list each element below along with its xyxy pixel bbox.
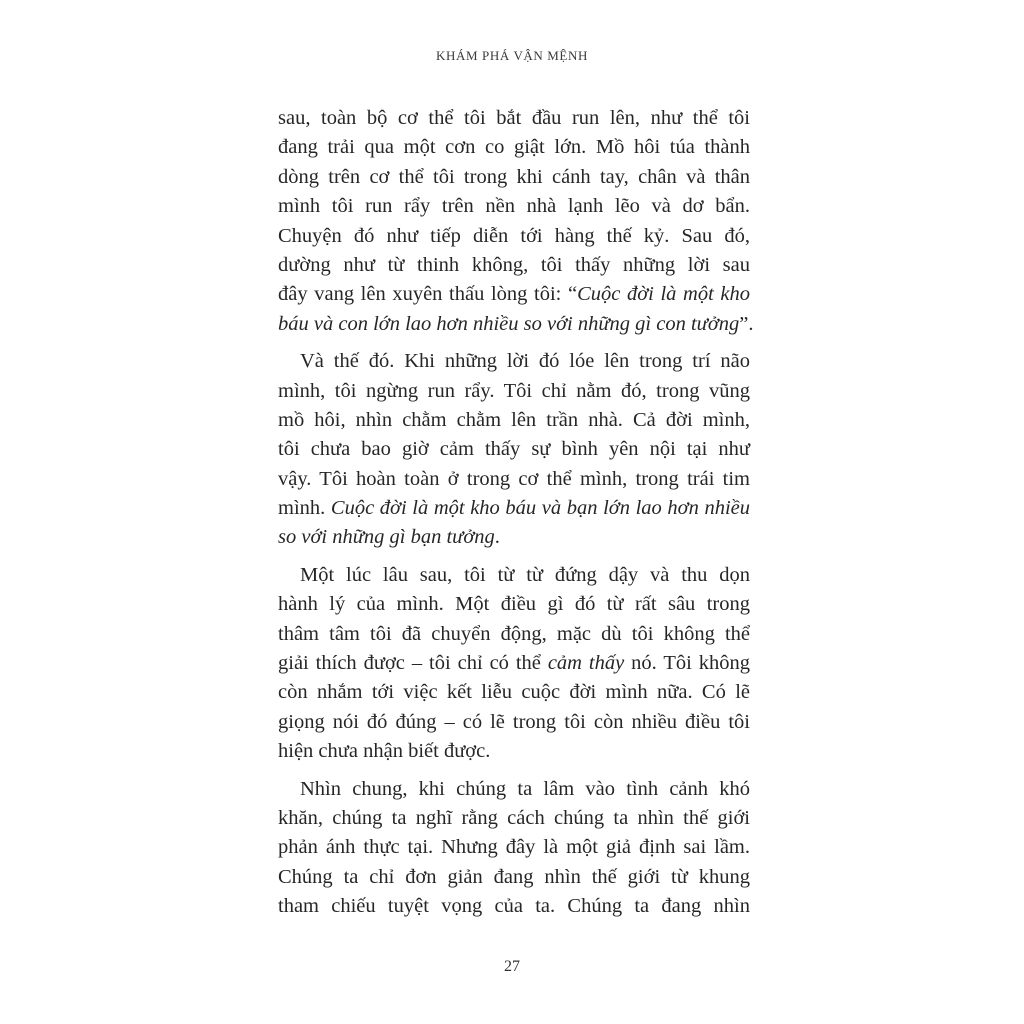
italic-quote: so với những gì bạn tưởng [278, 526, 495, 549]
text-run: Chúng ta chỉ đơn giản đang nhìn thế giới từ khung [278, 865, 750, 888]
paragraph [278, 561, 750, 767]
text-line [278, 523, 750, 552]
text-run: hành lý của mình. Một điều gì đó từ rất sâu trong [278, 593, 750, 616]
text-line [278, 347, 750, 376]
text-line [278, 804, 750, 833]
text-line [278, 435, 750, 464]
text-run: Và thế đó. Khi những lời đó lóe lên trong trí não [300, 350, 750, 373]
text-run: phản ánh thực tại. Nhưng đây là một giả định sai lầm. [278, 836, 750, 859]
text-run: đang trải qua một cơn co giật lớn. Mồ hôi túa thành [278, 136, 750, 159]
text-run: Nhìn chung, khi chúng ta lâm vào tình cảnh khó [300, 777, 750, 800]
text-line [278, 494, 750, 523]
text-run: mình. [278, 497, 331, 520]
text-run: mồ hôi, nhìn chằm chằm lên trần nhà. Cả đời mình, [278, 408, 750, 431]
text-run: đây vang lên xuyên thấu lòng tôi: “ [278, 283, 578, 306]
text-run: dòng trên cơ thể tôi trong khi cánh tay, chân và thân [278, 165, 750, 188]
text-run: tham chiếu tuyệt vọng của ta. Chúng ta đang nhìn [278, 895, 750, 918]
text-line [278, 863, 750, 892]
paragraph [278, 347, 750, 553]
text-run: khăn, chúng ta nghĩ rằng cách chúng ta nhìn thế giới [278, 806, 750, 829]
body-text [278, 104, 754, 922]
italic-quote: Cuộc đời là một kho [577, 283, 750, 306]
italic-quote: báu và con lớn lao hơn nhiều so với những gì con tưởng [278, 312, 740, 335]
text-run: giọng nói đó đúng – có lẽ trong tôi còn nhiều điều tôi [278, 710, 750, 733]
text-line [278, 133, 750, 162]
text-run: mình, tôi ngừng run rẩy. Tôi chỉ nằm đó, trong vũng [278, 379, 750, 402]
paragraph [278, 775, 750, 922]
text-run: giải thích được – tôi chỉ có thể [278, 652, 548, 675]
text-line [278, 737, 750, 766]
paragraph-gap [278, 767, 750, 775]
text-run: . [494, 526, 500, 549]
text-line [278, 406, 750, 435]
text-run: vậy. Tôi hoàn toàn ở trong cơ thể mình, trong trái tim [278, 467, 750, 490]
text-line [278, 192, 750, 221]
text-line [278, 222, 750, 251]
text-run: Chuyện đó như tiếp diễn tới hàng thế kỷ. Sau đó, [278, 224, 750, 247]
page-number: 27 [504, 958, 520, 975]
text-run: mình tôi run rẩy trên nền nhà lạnh lẽo và dơ bẩn. [278, 195, 750, 218]
text-line [278, 310, 754, 339]
text-line [278, 590, 750, 619]
text-line [278, 377, 750, 406]
text-line [278, 678, 750, 707]
text-line [278, 649, 750, 678]
text-run: dường như từ thinh không, tôi thấy những lời sau [278, 253, 750, 276]
paragraph-gap [278, 339, 750, 347]
text-line [278, 708, 750, 737]
text-line [278, 280, 750, 309]
text-line [278, 833, 750, 862]
text-run: ”. [739, 312, 754, 335]
text-run: sau, toàn bộ cơ thể tôi bắt đầu run lên, như thể tôi [278, 107, 750, 129]
text-run: Một lúc lâu sau, tôi từ từ đứng dậy và thu dọn [300, 563, 750, 586]
text-line [278, 892, 750, 921]
text-line [278, 465, 750, 494]
text-line [278, 620, 750, 649]
italic-emphasis: cảm thấy [547, 652, 625, 675]
text-run: hiện chưa nhận biết được. [278, 740, 491, 763]
text-run: nó. Tôi không [624, 652, 750, 675]
paragraph-gap [278, 553, 750, 561]
text-run: tôi chưa bao giờ cảm thấy sự bình yên nội tại như [278, 438, 750, 461]
text-line [278, 163, 750, 192]
paragraph [278, 104, 754, 339]
text-run: còn nhắm tới việc kết liễu cuộc đời mình nữa. Có lẽ [278, 681, 750, 704]
text-line [278, 251, 750, 280]
text-line [278, 561, 750, 590]
running-head: KHÁM PHÁ VẬN MỆNH [436, 48, 588, 63]
text-run: thâm tâm tôi đã chuyển động, mặc dù tôi không thể [278, 622, 750, 645]
italic-quote: Cuộc đời là một kho báu và bạn lớn lao hơn nhiều [330, 497, 750, 520]
text-line [278, 104, 750, 133]
text-line [278, 775, 750, 804]
